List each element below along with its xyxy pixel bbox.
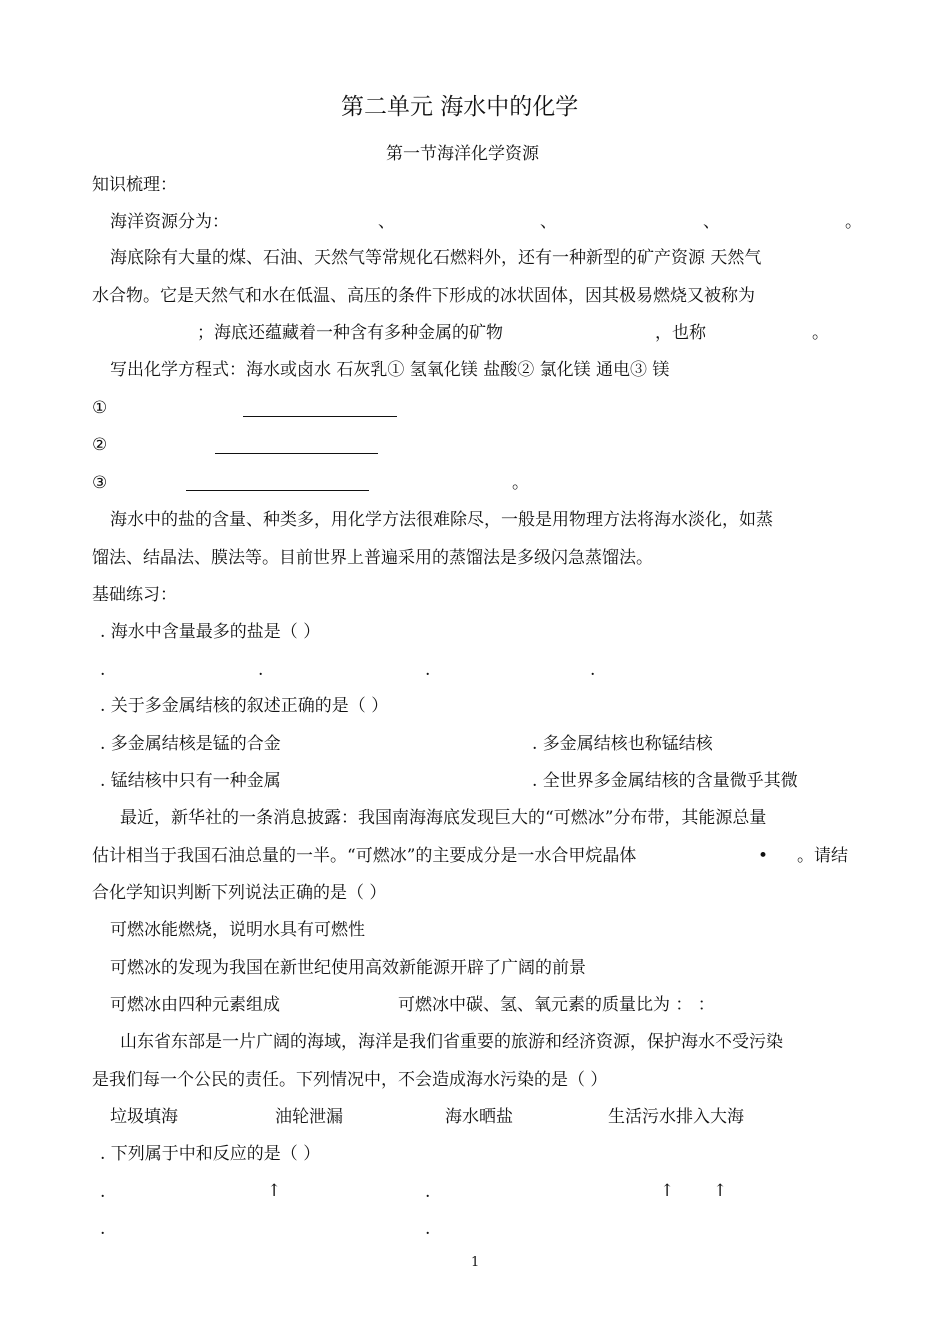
resources-end: 。: [845, 212, 862, 232]
equation-end: 。: [512, 473, 529, 493]
practice-heading: 基础练习：: [92, 585, 177, 605]
resources-separator: 、: [703, 212, 720, 232]
option-marker: .: [100, 1182, 106, 1202]
question-3-line: 估计相当于我国石油总量的一半。“可燃冰”的主要成分是一水合甲烷晶体: [92, 846, 637, 866]
paragraph-line: 海底除有大量的煤、石油、天然气等常规化石燃料外，还有一种新型的矿产资源 天然气: [110, 248, 762, 268]
page-title: 第二单元 海水中的化学: [341, 94, 579, 120]
question-3-line: 合化学知识判断下列说法正确的是（ ）: [92, 883, 387, 903]
section-title: 第一节海洋化学资源: [386, 144, 539, 164]
knowledge-heading: 知识梳理：: [92, 175, 177, 195]
paragraph-line: ，也称: [655, 323, 706, 343]
answer-blank: [243, 416, 397, 417]
option-marker: .: [425, 1182, 431, 1202]
resources-separator: 、: [540, 212, 557, 232]
paragraph-line: 海水中的盐的含量、种类多，用化学方法很难除尽，一般是用物理方法将海水淡化，如蒸: [110, 510, 773, 530]
option-marker: .: [425, 660, 431, 680]
up-arrow-icon: ↑: [660, 1181, 675, 1201]
option-marker: .: [590, 660, 596, 680]
equation-prompt: 写出化学方程式：海水或卤水 石灰乳① 氢氧化镁 盐酸② 氯化镁 通电③ 镁: [110, 360, 670, 380]
dot-symbol: •: [758, 846, 769, 866]
option: . 锰结核中只有一种金属: [100, 771, 281, 791]
question-4-line: 是我们每一个公民的责任。下列情况中，不会造成海水污染的是（ ）: [92, 1070, 608, 1090]
option: 可燃冰能燃烧，说明水具有可燃性: [110, 920, 365, 940]
paragraph-line: 水合物。它是天然气和水在低温、高压的条件下形成的冰状固体，因其极易燃烧又被称为: [92, 286, 755, 306]
question-3-line: 。请结: [797, 846, 848, 866]
option-marker: .: [425, 1219, 431, 1239]
option: . 多金属结核是锰的合金: [100, 734, 281, 754]
question-4-line: 山东省东部是一片广阔的海域，海洋是我们省重要的旅游和经济资源，保护海水不受污染: [120, 1032, 783, 1052]
option-marker: .: [100, 1219, 106, 1239]
option: 可燃冰中碳、氢、氧元素的质量比为 ： ：: [398, 995, 715, 1015]
equation-marker: ③: [92, 473, 108, 493]
option: 油轮泄漏: [275, 1107, 343, 1127]
question-5: . 下列属于中和反应的是（ ）: [100, 1144, 321, 1164]
question-3-line: 最近，新华社的一条消息披露：我国南海海底发现巨大的“可燃冰”分布带，其能源总量: [120, 808, 767, 828]
answer-blank: [186, 490, 369, 491]
up-arrow-icon: ↑: [267, 1181, 282, 1201]
equation-marker: ①: [92, 398, 108, 418]
equation-marker: ②: [92, 435, 108, 455]
resources-separator: 、: [378, 212, 395, 232]
up-arrow-icon: ↑: [713, 1181, 728, 1201]
paragraph-line: ；海底还蕴藏着一种含有多种金属的矿物: [197, 323, 503, 343]
option-marker: .: [258, 660, 264, 680]
paragraph-line: 。: [812, 323, 829, 343]
question-2: . 关于多金属结核的叙述正确的是（ ）: [100, 696, 389, 716]
resources-prefix: 海洋资源分为：: [110, 212, 229, 232]
option: 海水晒盐: [445, 1107, 513, 1127]
option-marker: .: [100, 660, 106, 680]
option: . 全世界多金属结核的含量微乎其微: [532, 771, 798, 791]
option: 可燃冰的发现为我国在新世纪使用高效新能源开辟了广阔的前景: [110, 958, 586, 978]
option: 可燃冰由四种元素组成: [110, 995, 280, 1015]
paragraph-line: 馏法、结晶法、膜法等。目前世界上普遍采用的蒸馏法是多级闪急蒸馏法。: [92, 548, 653, 568]
question-1: . 海水中含量最多的盐是（ ）: [100, 622, 321, 642]
option: 垃圾填海: [110, 1107, 178, 1127]
option: 生活污水排入大海: [608, 1107, 744, 1127]
page-number: 1: [471, 1255, 480, 1270]
answer-blank: [215, 453, 378, 454]
option: . 多金属结核也称锰结核: [532, 734, 713, 754]
